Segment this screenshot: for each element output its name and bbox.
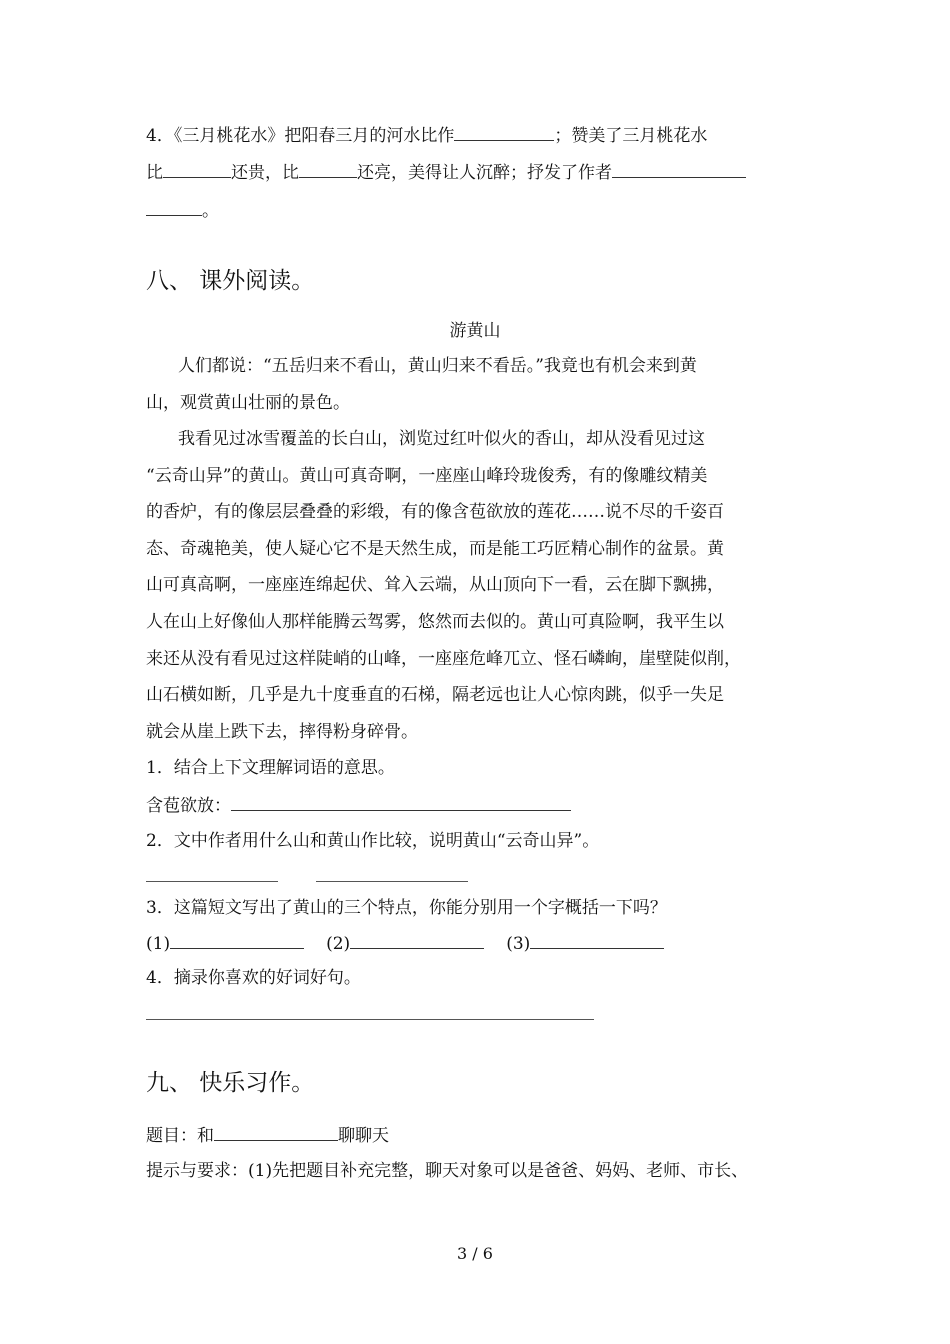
q3-label-1: (1) — [146, 934, 171, 954]
q4-blank-4[interactable] — [612, 161, 746, 178]
passage-line-1: 人们都说：“五岳归来不看山，黄山归来不看岳。”我竟也有机会来到黄 — [178, 356, 697, 376]
q4-blank-1[interactable] — [454, 124, 554, 141]
passage-line-9: 来还从没有看见过这样陡峭的山峰，一座座危峰兀立、怪石嶙峋，崖壁陡似削， — [146, 649, 741, 669]
section-9-title: 九、 快乐习作。 — [146, 1070, 315, 1096]
question-1-answer — [146, 794, 571, 817]
question-2: 2．文中作者用什么山和黄山作比较，说明黄山“云奇山异”。 — [146, 831, 600, 851]
passage-line-11: 就会从崖上跌下去，摔得粉身碎骨。 — [146, 722, 418, 742]
question-3-answers — [146, 932, 664, 955]
passage-line-8: 人在山上好像仙人那样能腾云驾雾，悠然而去似的。黄山可真险啊，我平生以 — [146, 612, 724, 632]
passage-line-7: 山可真高啊，一座座连绵起伏、耸入云端，从山顶向下一看，云在脚下飘拂， — [146, 575, 724, 595]
topic-suffix: 聊聊天 — [338, 1126, 389, 1146]
passage-line-5: 的香炉，有的像层层叠叠的彩缎，有的像含苞欲放的莲花……说不尽的千姿百 — [146, 502, 724, 522]
q4-line-1 — [146, 124, 707, 147]
q3-label-2: (2) — [326, 934, 351, 954]
section-8-title: 八、 课外阅读。 — [146, 268, 315, 294]
page-number: 3 / 6 — [457, 1244, 493, 1263]
q4-line-3 — [146, 199, 219, 222]
q4-line-2 — [146, 161, 746, 184]
q4-text-d: 还贵，比 — [231, 163, 299, 183]
term-label: 含苞欲放： — [146, 796, 231, 816]
topic-prefix: 题目：和 — [146, 1126, 214, 1146]
q4-text-a: 4．《三月桃花水》把阳春三月的河水比作 — [146, 126, 455, 146]
q4-blank-2[interactable] — [163, 161, 231, 178]
passage-line-10: 山石横如断，几乎是九十度垂直的石梯，隔老远也让人心惊肉跳，似乎一失足 — [146, 685, 724, 705]
question-4: 4．摘录你喜欢的好词好句。 — [146, 968, 361, 988]
essay-topic — [146, 1124, 389, 1147]
passage-line-4: “云奇山异”的黄山。黄山可真奇啊，一座座山峰玲珑俊秀，有的像雕纹精美 — [146, 466, 708, 486]
q2-answer-blank-2[interactable] — [316, 881, 468, 882]
q1-answer-blank[interactable] — [231, 794, 571, 811]
q4-text-c: 比 — [146, 163, 163, 183]
passage-line-6: 态、奇魂艳美，使人疑心它不是天然生成，而是能工巧匠精心制作的盆景。黄 — [146, 539, 724, 559]
q4-end: 。 — [202, 201, 219, 221]
passage-line-2: 山，观赏黄山壮丽的景色。 — [146, 393, 350, 413]
q4-blank-5[interactable] — [146, 199, 202, 216]
passage-title: 游黄山 — [449, 321, 501, 341]
passage-line-3: 我看见过冰雪覆盖的长白山，浏览过红叶似火的香山，却从没看见过这 — [178, 429, 705, 449]
q4-text-b: ；赞美了三月桃花水 — [554, 126, 708, 146]
q3-label-3: (3) — [506, 934, 531, 954]
q3-blank-2[interactable] — [350, 932, 484, 949]
q3-blank-3[interactable] — [530, 932, 664, 949]
q4-blank-3[interactable] — [299, 161, 357, 178]
question-1: 1．结合上下文理解词语的意思。 — [146, 758, 395, 778]
q4-text-e: 还亮，美得让人沉醉；抒发了作者 — [357, 163, 612, 183]
q2-answer-blank-1[interactable] — [146, 881, 278, 882]
topic-blank[interactable] — [214, 1124, 338, 1141]
essay-hint: 提示与要求：(1)先把题目补充完整，聊天对象可以是爸爸、妈妈、老师、市长、 — [146, 1161, 749, 1181]
question-3: 3．这篇短文写出了黄山的三个特点，你能分别用一个字概括一下吗？ — [146, 898, 667, 918]
q3-blank-1[interactable] — [170, 932, 304, 949]
q4-answer-line[interactable] — [146, 1019, 594, 1020]
